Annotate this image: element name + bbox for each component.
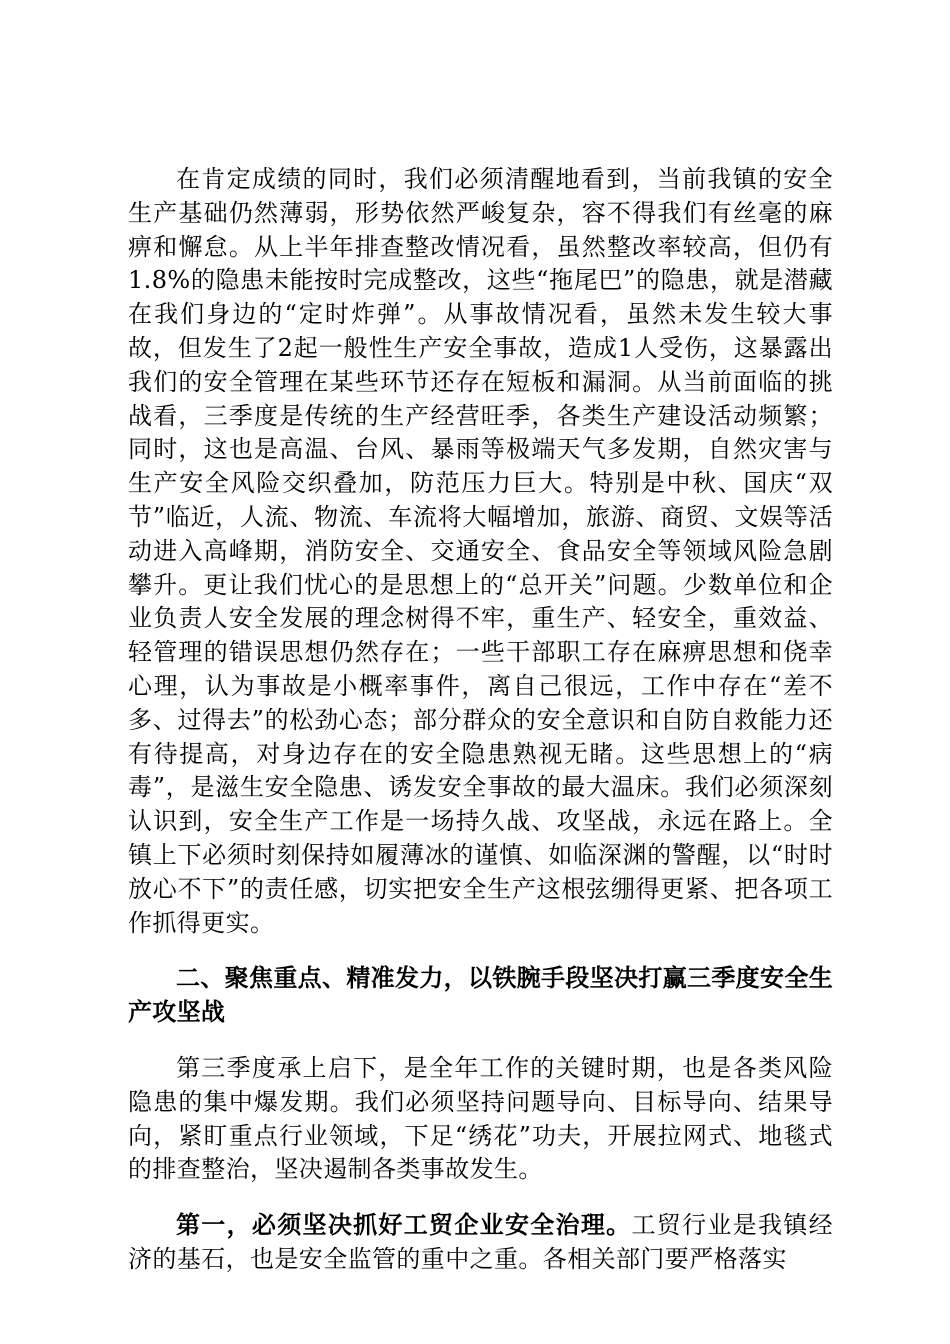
paragraph-industrial-trade: [128, 1209, 833, 1277]
section-heading-2: 二、聚焦重点、精准发力，以铁腕手段坚决打赢三季度安全生产攻坚战: [128, 964, 833, 1027]
paragraph-safety-situation: 在肯定成绩的同时，我们必须清醒地看到，当前我镇的安全生产基础仍然薄弱，形势依然严峻复杂，容不得我们有丝毫的麻痹和懈怠。从上半年排查整改情况看，虽然整改率较高，但仍有1.8%的隐患未能按时完成整改，这些“拖尾巴”的隐患，就是潜藏在我们身边的“定时炸弹”。从事故情况看，虽然未发生较大事故，但发生了2起一般性生产安全事故，造成1人受伤，这暴露出我们的安全管理在某些环节还存在短板和漏洞。从当前面临的挑战看，三季度是传统的生产经营旺季，各类生产建设活动频繁；同时，这也是高温、台风、暴雨等极端天气多发期，自然灾害与生产安全风险交织叠加，防范压力巨大。特别是中秋、国庆“双节”临近，人流、物流、车流将大幅增加，旅游、商贸、文娱等活动进入高峰期，消防安全、交通安全、食品安全等领域风险急剧攀升。更让我们忧心的是思想上的“总开关”问题。少数单位和企业负责人安全发展的理念树得不牢，重生产、轻安全，重效益、轻管理的错误思想仍然存在；一些干部职工存在麻痹思想和侥幸心理，认为事故是小概率事件，离自己很远，工作中存在“差不多、过得去”的松劲心态；部分群众的安全意识和自防自救能力还有待提高，对身边存在的安全隐患熟视无睹。这些思想上的“病毒”，是滋生安全隐患、诱发安全事故的最大温床。我们必须深刻认识到，安全生产工作是一场持久战、攻坚战，永远在路上。全镇上下必须时刻保持如履薄冰的谨慎、如临深渊的警醒，以“时时放心不下”的责任感，切实把安全生产这根弦绷得更紧、把各项工作抓得更实。: [128, 165, 833, 937]
paragraph-body-text: 工贸行业是我镇经济的基石，也是安全监管的重中之重。各相关部门要严格落实: [128, 1211, 833, 1273]
document-body: [128, 163, 833, 1277]
paragraph-lead-bold: 第一，必须坚决抓好工贸企业安全治理。: [176, 1211, 632, 1240]
paragraph-third-quarter: 第三季度承上启下，是全年工作的关键时期，也是各类风险隐患的集中爆发期。我们必须坚持问题导向、目标导向、结果导向，紧盯重点行业领域，下足“绣花”功夫，开展拉网式、地毯式的排查整治，坚决遏制各类事故发生。: [128, 1053, 833, 1184]
